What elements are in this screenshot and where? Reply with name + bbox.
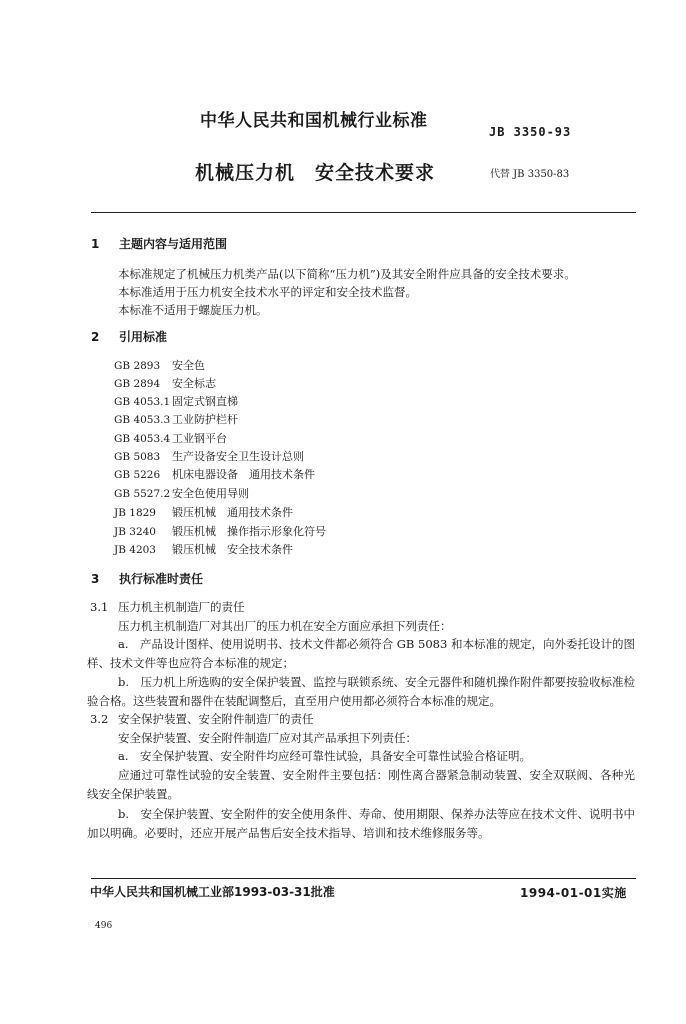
replaces-note: 代替 JB 3350-83 <box>490 169 570 180</box>
reference-name: 工业钢平台 <box>172 432 227 445</box>
reference-code: GB 2894 <box>114 378 161 390</box>
reference-code: GB 2893 <box>114 360 161 372</box>
paragraph-line: 安全保护装置、安全附件制造厂应对其产品承担下列责任： <box>118 731 417 745</box>
reference-item <box>114 523 326 539</box>
reference-name: 锻压机械 操作指示形象化符号 <box>172 525 326 538</box>
reference-item <box>114 411 238 427</box>
reference-item <box>114 504 293 520</box>
section-3-heading <box>91 570 203 587</box>
reference-name: 工业防护栏杆 <box>172 413 238 426</box>
reference-code: JB 3240 <box>114 526 156 538</box>
approval-note: 中华人民共和国机械工业部1993-03-31批准 <box>90 885 335 899</box>
section-title: 引用标准 <box>119 330 168 344</box>
reference-item <box>114 375 216 391</box>
reference-code: JB 1829 <box>114 507 156 519</box>
section-title: 执行标准时责任 <box>119 572 204 586</box>
reference-code: JB 4203 <box>114 544 156 556</box>
subsection-3-2-heading <box>90 711 314 727</box>
clause-3-2-a: a. 安全保护装置、安全附件均应经可靠性试验，具备安全可靠性试验合格证明。 <box>118 749 532 763</box>
top-rule <box>91 212 636 213</box>
reference-item <box>114 357 205 373</box>
subsection-number: 3.2 <box>90 712 109 726</box>
clause-3-2-a-note: 应通过可靠性试验的安全装置、安全附件主要包括：刚性离合器紧急制动装置、安全双联阀、各种光线安全保护装置。 <box>87 768 635 801</box>
reference-name: 锻压机械 安全技术条件 <box>172 543 293 556</box>
paragraph-line: 本标准不适用于螺旋压力机。 <box>118 303 268 317</box>
reference-item <box>114 485 249 501</box>
reference-code: GB 4053.4 <box>114 433 171 445</box>
reference-code: GB 4053.1 <box>114 396 171 408</box>
standard-org-title: 中华人民共和国机械行业标准 <box>200 111 428 131</box>
section-2-heading <box>91 328 167 345</box>
reference-name: 锻压机械 通用技术条件 <box>172 506 293 519</box>
paragraph-line: 本标准适用于压力机安全技术水平的评定和安全技术监督。 <box>118 285 417 299</box>
effective-date: 1994-01-01实施 <box>520 886 627 900</box>
clause-3-1-a: a. 产品设计图样、使用说明书、技术文件都必须符合 GB 5083 和本标准的规定，向外委托设计的图样、技术文件等也应符合本标准的规定； <box>87 637 635 670</box>
subsection-title: 压力机主机制造厂的责任 <box>118 600 245 614</box>
subsection-title: 安全保护装置、安全附件制造厂的责任 <box>118 712 314 726</box>
clause-3-1-b: b. 压力机上所选购的安全保护装置、监控与联锁系统、安全元器件和随机操作附件都要按验收标准检验合格。这些装置和器件在装配调整后，直至用户使用都必须符合本标准的规定。 <box>87 675 636 708</box>
section-1-heading <box>91 235 227 252</box>
reference-item <box>114 430 227 446</box>
section-number: 2 <box>91 330 100 344</box>
reference-name: 生产设备安全卫生设计总则 <box>172 450 304 463</box>
reference-name: 固定式钢直梯 <box>172 395 238 408</box>
section-number: 1 <box>91 237 100 251</box>
paragraph-line: 本标准规定了机械压力机类产品(以下简称“压力机”)及其安全附件应具备的安全技术要求。 <box>118 267 576 281</box>
reference-name: 安全标志 <box>172 377 216 390</box>
subsection-number: 3.1 <box>90 600 109 614</box>
subsection-3-1-heading <box>90 599 245 615</box>
reference-code: GB 5083 <box>114 451 161 463</box>
reference-item <box>114 541 293 557</box>
bottom-rule <box>91 878 636 879</box>
section-number: 3 <box>91 572 100 586</box>
reference-name: 安全色 <box>172 359 205 372</box>
section-title: 主题内容与适用范围 <box>119 237 228 251</box>
page-number: 496 <box>95 921 113 931</box>
reference-code: GB 4053.3 <box>114 414 171 426</box>
clause-3-2-b: b. 安全保护装置、安全附件的安全使用条件、寿命、使用期限、保养办法等应在技术文件、说明书中加以明确。必要时，还应开展产品售后安全技术指导、培训和技术维修服务等。 <box>87 807 636 840</box>
reference-item <box>114 393 238 409</box>
reference-name: 安全色使用导则 <box>172 487 249 500</box>
reference-item <box>114 448 304 464</box>
standard-code: JB 3350-93 <box>489 125 572 139</box>
reference-item <box>114 466 315 482</box>
standard-title: 机械压力机 安全技术要求 <box>195 162 436 184</box>
reference-code: GB 5527.2 <box>114 488 171 500</box>
reference-code: GB 5226 <box>114 469 161 481</box>
reference-name: 机床电器设备 通用技术条件 <box>172 468 315 481</box>
paragraph-line: 压力机主机制造厂对其出厂的压力机在安全方面应承担下列责任： <box>118 619 452 633</box>
